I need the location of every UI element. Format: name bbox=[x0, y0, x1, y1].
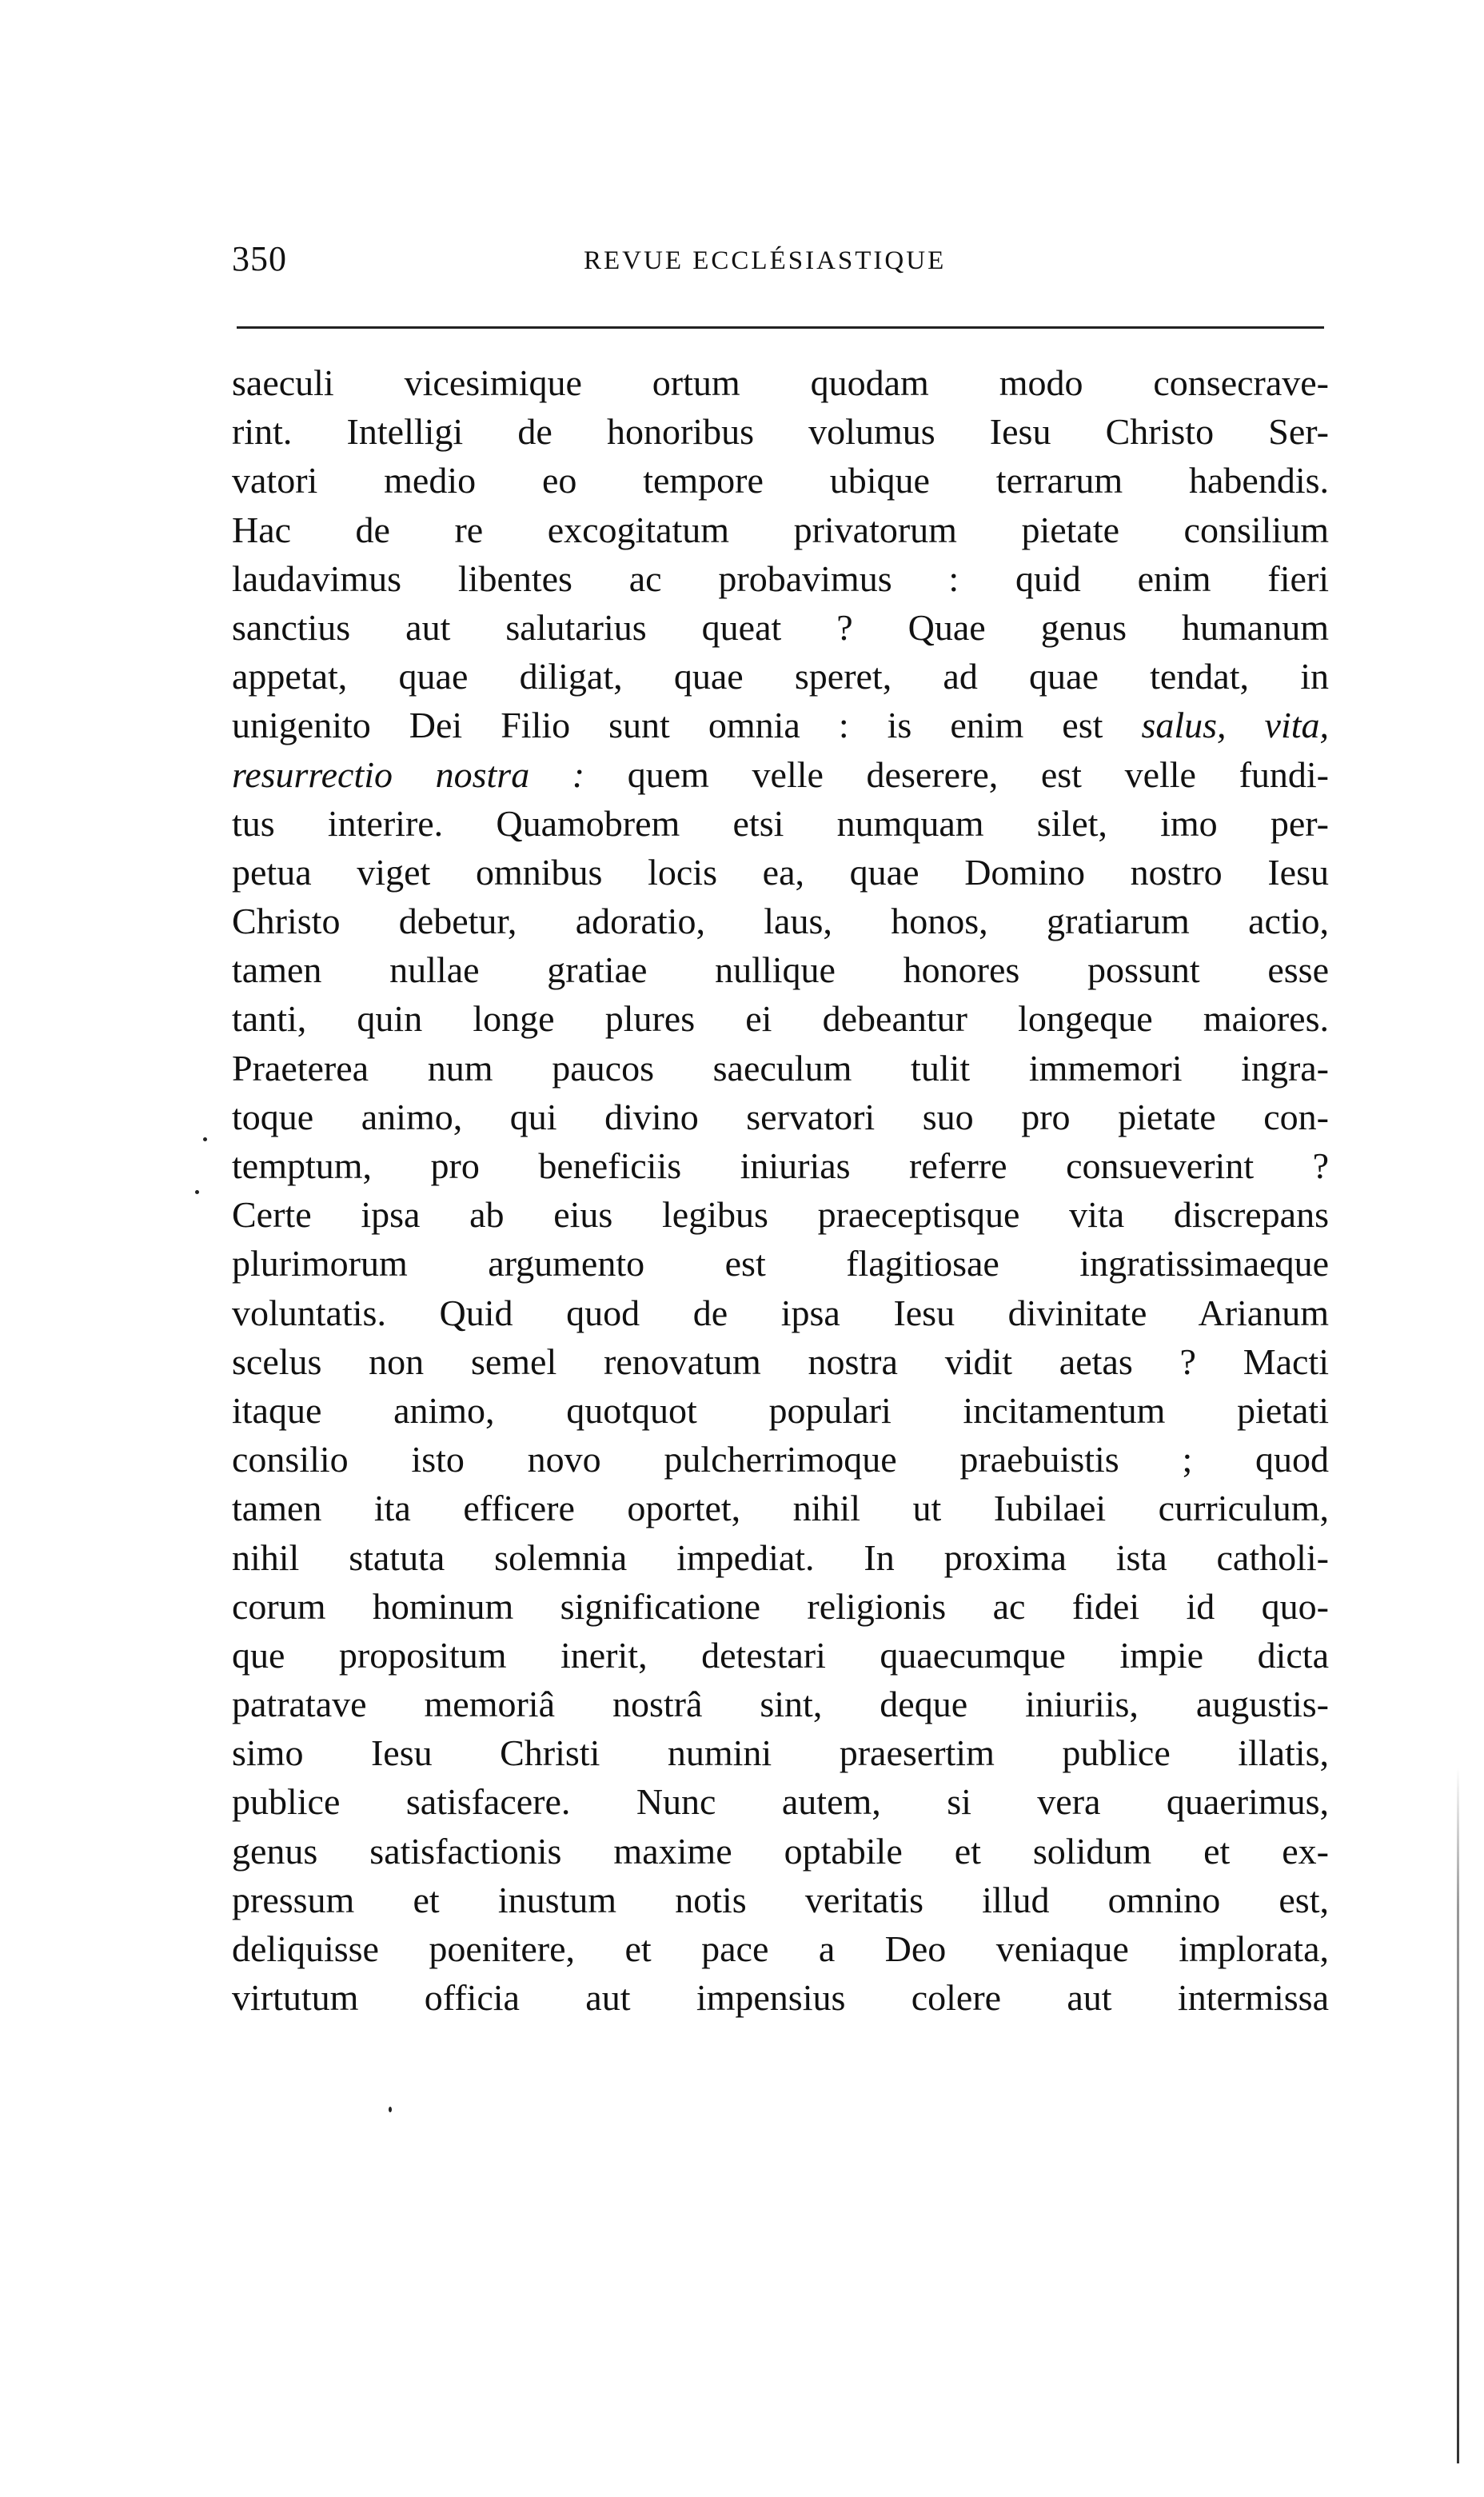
text-segment: quem velle deserere, est velle fundi- bbox=[627, 753, 1329, 795]
text-line: tamen nullae gratiae nullique honores possunt esse bbox=[232, 949, 1329, 991]
text-line: pressum et inustum notis veritatis illud omnino est, bbox=[232, 1879, 1329, 1920]
italic-phrase: resurrectio nostra : bbox=[232, 753, 585, 795]
text-line: laudavimus libentes ac probavimus : quid enim fieri bbox=[232, 557, 1329, 599]
text-line: patratave memoriâ nostrâ sint, deque iniuriis, augustis- bbox=[232, 1684, 1329, 1725]
text-line: temptum, pro beneficiis iniurias referre consueverint ? bbox=[232, 1145, 1329, 1186]
header-rule bbox=[237, 326, 1324, 329]
text-line: rint. Intelligi de honoribus volumus Iesu Christo Ser- bbox=[232, 411, 1329, 453]
text-line: simo Iesu Christi numini praesertim publice illatis, bbox=[232, 1732, 1329, 1774]
text-line: plurimorum argumento est flagitiosae ingratissimaeque bbox=[232, 1243, 1329, 1284]
scan-speck bbox=[203, 1137, 207, 1141]
text-line: sanctius aut salutarius queat ? Quae genus humanum bbox=[232, 606, 1329, 648]
text-line: saeculi vicesimique ortum quodam modo consecrave- bbox=[232, 362, 1329, 403]
text-segment: unigenito Dei Filio sunt omnia : is enim est bbox=[232, 705, 1103, 746]
text-line-with-italic bbox=[232, 701, 1329, 749]
italic-phrase: salus, vita, bbox=[1141, 705, 1330, 746]
running-title: REVUE ECCLÉSIASTIQUE bbox=[584, 246, 947, 275]
text-line: genus satisfactionis maxime optabile et solidum et ex- bbox=[232, 1830, 1329, 1872]
text-line: nihil statuta solemnia impediat. In proxima ista catholi- bbox=[232, 1536, 1329, 1578]
text-line: appetat, quae diligat, quae speret, ad quae tendat, in bbox=[232, 656, 1329, 697]
text-line: virtutum officia aut impensius colere aut intermissa bbox=[232, 1977, 1329, 2019]
text-line: corum hominum significatione religionis ac fidei id quo- bbox=[232, 1585, 1329, 1627]
text-line: scelus non semel renovatum nostra vidit aetas ? Macti bbox=[232, 1340, 1329, 1382]
text-line: Christo debetur, adoratio, laus, honos, gratiarum actio, bbox=[232, 901, 1329, 942]
body-text bbox=[232, 358, 1329, 2022]
text-line: tamen ita efficere oportet, nihil ut Iubilaei curriculum, bbox=[232, 1488, 1329, 1529]
text-line: deliquisse poenitere, et pace a Deo veniaque implorata, bbox=[232, 1928, 1329, 1969]
text-line: Praeterea num paucos saeculum tulit immemori ingra- bbox=[232, 1047, 1329, 1089]
scan-edge-line bbox=[1457, 1768, 1459, 2463]
scan-speck bbox=[195, 1190, 199, 1194]
text-line: publice satisfacere. Nunc autem, si vera quaerimus, bbox=[232, 1781, 1329, 1823]
text-line: consilio isto novo pulcherrimoque praebuistis ; quod bbox=[232, 1439, 1329, 1480]
text-line: toque animo, qui divino servatori suo pro pietate con- bbox=[232, 1096, 1329, 1137]
text-line: Hac de re excogitatum privatorum pietate consilium bbox=[232, 509, 1329, 550]
text-line: tus interire. Quamobrem etsi numquam silet, imo per- bbox=[232, 802, 1329, 844]
page-header bbox=[232, 238, 1327, 294]
text-line: petua viget omnibus locis ea, quae Domino nostro Iesu bbox=[232, 851, 1329, 893]
text-line: itaque animo, quotquot populari incitamentum pietati bbox=[232, 1389, 1329, 1431]
text-line: voluntatis. Quid quod de ipsa Iesu divinitate Arianum bbox=[232, 1292, 1329, 1333]
text-line: Certe ipsa ab eius legibus praeceptisque vita discrepans bbox=[232, 1194, 1329, 1236]
text-line-with-italic bbox=[232, 750, 1329, 799]
scan-speck bbox=[389, 2107, 392, 2112]
page-number: 350 bbox=[232, 239, 287, 278]
text-line: tanti, quin longe plures ei debeantur longeque maiores. bbox=[232, 998, 1329, 1040]
text-line: que propositum inerit, detestari quaecumque impie dicta bbox=[232, 1634, 1329, 1676]
text-line: vatori medio eo tempore ubique terrarum habendis. bbox=[232, 460, 1329, 501]
